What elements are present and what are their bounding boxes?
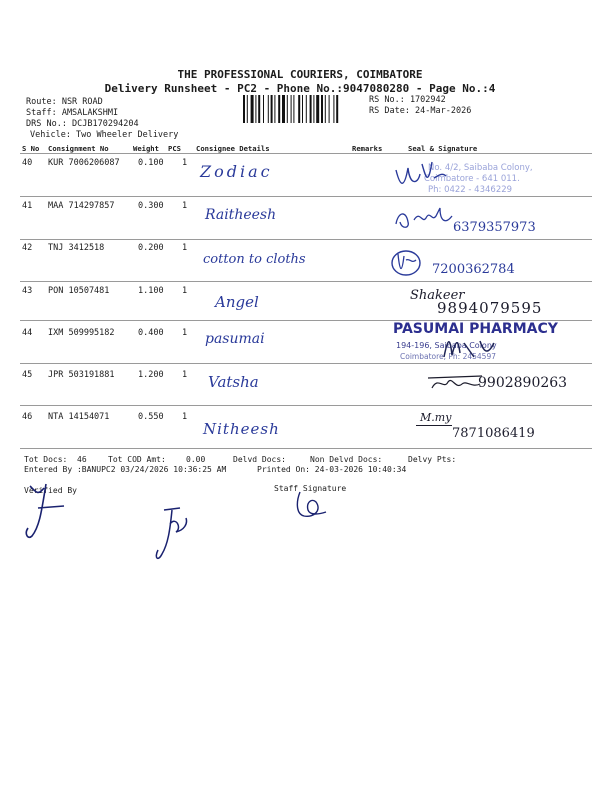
tot-cod-value: 0.00 [186, 455, 206, 464]
row-weight: 0.100 [138, 158, 164, 168]
barcode-bar [306, 95, 307, 123]
consignee-handwritten: Angel [215, 293, 259, 311]
staff-signature-label: Staff Signature [274, 484, 347, 493]
row-pcs: 1 [182, 370, 188, 380]
barcode-bar [247, 95, 248, 123]
signature-icon [426, 372, 486, 394]
barcode-bar [263, 95, 264, 123]
row-consignment: KUR 7006206087 [48, 158, 120, 168]
tot-docs-label: Tot Docs: [24, 455, 68, 464]
row-divider [20, 281, 592, 282]
row-consignment: JPR 503191881 [48, 370, 115, 380]
col-remarks: Remarks [352, 144, 383, 153]
row-divider [20, 239, 592, 240]
row-pcs: 1 [182, 201, 188, 211]
signature-icon [440, 333, 500, 363]
barcode-bar [271, 95, 273, 123]
row-pcs: 1 [182, 158, 188, 168]
document-subtitle: Delivery Runsheet - PC2 - Phone No.:9047080280 - Page No.:4 [104, 82, 496, 95]
vehicle-label: Vehicle: Two Wheeler Delivery [30, 130, 179, 140]
receiver-handwritten: M.my [420, 411, 452, 424]
non-delvd-docs-label: Non Delvd Docs: [310, 455, 383, 464]
row-divider [20, 448, 592, 449]
barcode-bar [251, 95, 254, 123]
col-sno: S No [22, 144, 40, 153]
seal-stamp-line: Ph: 0422 - 4346229 [428, 185, 513, 195]
row-divider [20, 196, 592, 197]
row-divider [20, 153, 592, 154]
row-sno: 43 [22, 286, 33, 296]
row-sno: 42 [22, 243, 33, 253]
row-pcs: 1 [182, 243, 188, 253]
row-sno: 40 [22, 158, 33, 168]
barcode-bar [302, 95, 303, 123]
row-divider [20, 363, 592, 364]
row-sno: 41 [22, 201, 33, 211]
entered-by: Entered By :BANUPC2 03/24/2026 10:36:25 AM [24, 465, 227, 474]
barcode-bar [321, 95, 323, 123]
rs-number: RS No.: 1702942 [369, 95, 446, 105]
barcode-bar [293, 95, 294, 123]
route-label: Route: NSR ROAD [26, 97, 103, 107]
receiver-handwritten: Shakeer [410, 288, 465, 303]
barcode-bar [255, 95, 256, 123]
row-weight: 0.200 [138, 243, 164, 253]
barcode-bar [243, 95, 245, 123]
signature-icon [22, 478, 72, 548]
delvy-pts-label: Delvy Pts: [408, 455, 457, 464]
phone-handwritten: 9902890263 [478, 375, 568, 391]
row-sno: 44 [22, 328, 33, 338]
consignee-handwritten: Raitheesh [205, 207, 277, 223]
delvd-docs-label: Delvd Docs: [233, 455, 286, 464]
signature-icon [150, 500, 198, 570]
barcode-bar [329, 95, 330, 123]
row-consignment: PON 10507481 [48, 286, 110, 296]
consignee-handwritten: Zodiac [200, 162, 273, 181]
verified-by-label: Verified By [24, 486, 77, 495]
row-divider [20, 405, 592, 406]
barcode-icon [243, 95, 365, 123]
row-consignment: IXM 509995182 [48, 328, 115, 338]
pharmacy-stamp-name: PASUMAI PHARMACY [393, 321, 558, 337]
col-consignee: Consignee Details [196, 144, 270, 153]
signature-icon [392, 204, 462, 234]
tot-cod-label: Tot COD Amt: [108, 455, 166, 464]
phone-handwritten: 7871086419 [452, 426, 535, 441]
row-weight: 0.550 [138, 412, 164, 422]
row-weight: 0.300 [138, 201, 164, 211]
barcode-bar [274, 95, 275, 123]
barcode-bar [278, 95, 280, 123]
barcode-bar [336, 95, 338, 123]
col-weight: Weight [133, 144, 159, 153]
barcode-bar [282, 95, 285, 123]
document-title: THE PROFESSIONAL COURIERS, COIMBATORE [177, 68, 423, 81]
barcode-bar [316, 95, 319, 123]
barcode-bar [325, 95, 326, 123]
barcode-bar [268, 95, 269, 123]
row-weight: 1.200 [138, 370, 164, 380]
signature-icon [388, 246, 428, 280]
barcode-bar [313, 95, 314, 123]
drs-number: DRS No.: DCJB170294204 [26, 119, 139, 129]
seal-stamp-line: Coimbatore - 641 011. [424, 174, 520, 184]
row-sno: 46 [22, 412, 33, 422]
row-weight: 0.400 [138, 328, 164, 338]
consignee-handwritten: pasumai [205, 331, 265, 347]
tot-docs-value: 46 [77, 455, 87, 464]
row-consignment: MAA 714297857 [48, 201, 115, 211]
phone-handwritten: 9894079595 [437, 299, 543, 317]
signature-icon [290, 488, 332, 522]
row-weight: 1.100 [138, 286, 164, 296]
row-consignment: NTA 14154071 [48, 412, 110, 422]
underline [416, 425, 452, 426]
row-pcs: 1 [182, 286, 188, 296]
col-seal-signature: Seal & Signature [408, 144, 478, 153]
signature-icon [392, 156, 452, 196]
barcode-bar [258, 95, 260, 123]
barcode-bar [291, 95, 292, 123]
phone-handwritten: 6379357973 [453, 220, 536, 235]
consignee-handwritten: Vatsha [208, 373, 259, 391]
row-pcs: 1 [182, 328, 188, 338]
barcode-bar [333, 95, 334, 123]
row-consignment: TNJ 3412518 [48, 243, 105, 253]
staff-label: Staff: AMSALAKSHMI [26, 108, 119, 118]
row-pcs: 1 [182, 412, 188, 422]
barcode-bar [310, 95, 312, 123]
barcode-bar [298, 95, 300, 123]
phone-handwritten: 7200362784 [432, 262, 515, 277]
consignee-handwritten: cotton to cloths [203, 252, 306, 267]
consignee-handwritten: Nitheesh [203, 420, 280, 438]
barcode-bar [287, 95, 288, 123]
col-pcs: PCS [168, 144, 181, 153]
pharmacy-stamp-city: Coimbatore, Ph: 2454597 [400, 352, 496, 361]
rs-date: RS Date: 24-Mar-2026 [369, 106, 472, 116]
pharmacy-stamp-address: 194-196, Saibaba Colony [396, 341, 497, 350]
seal-stamp-line: No. 4/2, Saibaba Colony, [428, 163, 533, 173]
row-sno: 45 [22, 370, 33, 380]
printed-on: Printed On: 24-03-2026 10:40:34 [257, 465, 407, 474]
col-consignment: Consignment No [48, 144, 109, 153]
